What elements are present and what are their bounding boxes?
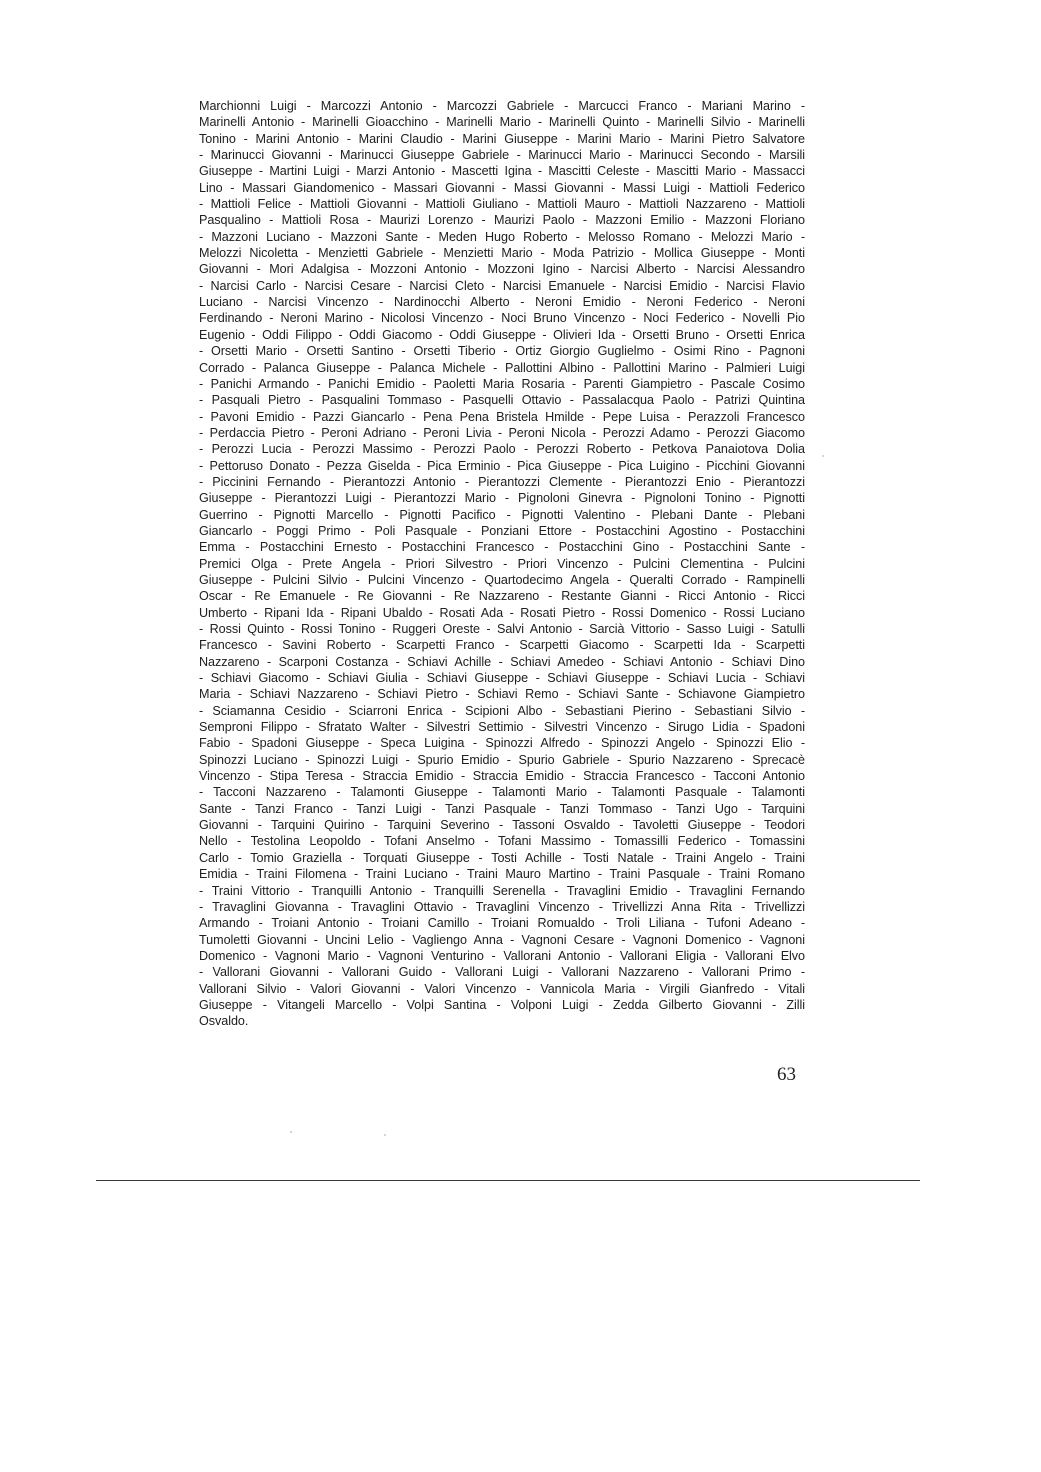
scan-speck: [822, 455, 824, 457]
text-line: - Mattioli Felice - Mattioli Giovanni - Mattioli Giuliano - Mattioli Mauro - Mattioli Nazzareno - Mattioli: [199, 197, 805, 212]
text-line: Maria - Schiavi Nazzareno - Schiavi Pietro - Schiavi Remo - Schiavi Sante - Schiavone Giampietro: [199, 687, 805, 702]
text-line: - Schiavi Giacomo - Schiavi Giulia - Schiavi Giuseppe - Schiavi Giuseppe - Schiavi Lucia - Schiavi: [199, 671, 805, 686]
text-line: Guerrino - Pignotti Marcello - Pignotti Pacifico - Pignotti Valentino - Plebani Dante - Plebani: [199, 507, 805, 522]
text-line: Giuseppe - Martini Luigi - Marzi Antonio - Mascetti Igina - Mascitti Celeste - Mascitti Mario - Massacci: [199, 164, 805, 179]
text-line: Ferdinando - Neroni Marino - Nicolosi Vincenzo - Noci Bruno Vincenzo - Noci Federico - Novelli Pio: [199, 311, 805, 326]
text-line: - Narcisi Carlo - Narcisi Cesare - Narcisi Cleto - Narcisi Emanuele - Narcisi Emidio - Narcisi Flavio: [199, 278, 805, 293]
text-line: Giancarlo - Poggi Primo - Poli Pasquale - Ponziani Ettore - Postacchini Agostino - Postacchini: [199, 523, 805, 538]
name-list-paragraph: [199, 98, 805, 1030]
text-line: - Tacconi Nazzareno - Talamonti Giuseppe - Talamonti Mario - Talamonti Pasquale - Talamonti: [199, 785, 805, 800]
text-line: - Rossi Quinto - Rossi Tonino - Ruggeri Oreste - Salvi Antonio - Sarcià Vittorio - Sasso Luigi - Satulli: [199, 622, 805, 636]
text-line: Vallorani Silvio - Valori Giovanni - Valori Vincenzo - Vannicola Maria - Virgili Gianfredo - Vitali: [199, 981, 805, 996]
text-line: Eugenio - Oddi Filippo - Oddi Giacomo - Oddi Giuseppe - Olivieri Ida - Orsetti Bruno - Orsetti Enrica: [199, 327, 805, 342]
text-line: - Perdaccia Pietro - Peroni Adriano - Peroni Livia - Peroni Nicola - Perozzi Adamo - Perozzi Giacomo: [199, 425, 805, 440]
scan-speck: [290, 1131, 292, 1133]
text-line: Armando - Troiani Antonio - Troiani Camillo - Troiani Romualdo - Troli Liliana - Tufoni Adeano -: [199, 916, 805, 931]
text-line: Umberto - Ripani Ida - Ripani Ubaldo - Rosati Ada - Rosati Pietro - Rossi Domenico - Rossi Luciano: [199, 605, 805, 620]
text-line: Giovanni - Mori Adalgisa - Mozzoni Antonio - Mozzoni Igino - Narcisi Alberto - Narcisi Alessandro: [199, 262, 805, 277]
text-line: Vincenzo - Stipa Teresa - Straccia Emidio - Straccia Emidio - Straccia Francesco - Tacconi Antonio: [199, 769, 805, 784]
text-line: - Pettoruso Donato - Pezza Giselda - Pica Erminio - Pica Giuseppe - Pica Luigino - Picchini Giovanni: [199, 458, 805, 473]
text-line: Marinelli Antonio - Marinelli Gioacchino - Marinelli Mario - Marinelli Quinto - Marinelli Silvio - Marinelli: [199, 115, 805, 130]
text-line: - Sciamanna Cesidio - Sciarroni Enrica - Scipioni Albo - Sebastiani Pierino - Sebastiani Silvio -: [199, 703, 805, 718]
text-line: Luciano - Narcisi Vincenzo - Nardinocchi Alberto - Neroni Emidio - Neroni Federico - Neroni: [199, 295, 805, 310]
text-line: - Orsetti Mario - Orsetti Santino - Orsetti Tiberio - Ortiz Giorgio Guglielmo - Osimi Rino - Pagnoni: [199, 344, 805, 359]
text-line: Emma - Postacchini Ernesto - Postacchini Francesco - Postacchini Gino - Postacchini Sante -: [199, 540, 805, 555]
text-line: Domenico - Vagnoni Mario - Vagnoni Venturino - Vallorani Antonio - Vallorani Eligia - Vallorani Elvo: [199, 948, 805, 963]
text-line: Carlo - Tomio Graziella - Torquati Giuseppe - Tosti Achille - Tosti Natale - Traini Angelo - Traini: [199, 850, 805, 865]
text-line: Nazzareno - Scarponi Costanza - Schiavi Achille - Schiavi Amedeo - Schiavi Antonio - Schiavi Dino: [199, 654, 805, 669]
text-line: Osvaldo.: [199, 1014, 249, 1029]
text-line: Spinozzi Luciano - Spinozzi Luigi - Spurio Emidio - Spurio Gabriele - Spurio Nazzareno - Sprecacè: [199, 752, 805, 767]
text-line: Emidia - Traini Filomena - Traini Luciano - Traini Mauro Martino - Traini Pasquale - Traini Romano: [199, 867, 805, 882]
text-line: Francesco - Savini Roberto - Scarpetti Franco - Scarpetti Giacomo - Scarpetti Ida - Scarpetti: [199, 638, 805, 653]
text-line: Fabio - Spadoni Giuseppe - Speca Luigina - Spinozzi Alfredo - Spinozzi Angelo - Spinozzi Elio -: [199, 736, 805, 751]
text-line: - Marinucci Giovanni - Marinucci Giuseppe Gabriele - Marinucci Mario - Marinucci Secondo - Marsili: [199, 148, 805, 163]
text-line: Premici Olga - Prete Angela - Priori Silvestro - Priori Vincenzo - Pulcini Clementina - Pulcini: [199, 556, 805, 571]
text-line: Pasqualino - Mattioli Rosa - Maurizi Lorenzo - Maurizi Paolo - Mazzoni Emilio - Mazzoni Floriano: [199, 213, 805, 228]
text-line: Semproni Filippo - Sfratato Walter - Silvestri Settimio - Silvestri Vincenzo - Sirugo Lidia - Spadoni: [199, 720, 805, 735]
text-line: Lino - Massari Giandomenico - Massari Giovanni - Massi Giovanni - Massi Luigi - Mattioli Federico: [199, 180, 805, 195]
text-line: Tonino - Marini Antonio - Marini Claudio - Marini Giuseppe - Marini Mario - Marini Pietro Salvatore: [199, 131, 805, 146]
scan-speck: [384, 1134, 386, 1136]
page-number: 63: [777, 1064, 796, 1085]
text-line: Giuseppe - Vitangeli Marcello - Volpi Santina - Volponi Luigi - Zedda Gilberto Giovanni - Zilli: [199, 997, 805, 1012]
text-line: - Piccinini Fernando - Pierantozzi Antonio - Pierantozzi Clemente - Pierantozzi Enio - Pierantozzi: [199, 474, 805, 489]
text-line: - Traini Vittorio - Tranquilli Antonio - Tranquilli Serenella - Travaglini Emidio - Travaglini Fernando: [199, 883, 805, 898]
footer-rule: [96, 1180, 920, 1181]
text-line: - Mazzoni Luciano - Mazzoni Sante - Meden Hugo Roberto - Melosso Romano - Melozzi Mario -: [199, 229, 805, 244]
text-line: Corrado - Palanca Giuseppe - Palanca Michele - Pallottini Albino - Pallottini Marino - Palmieri Luigi: [199, 360, 805, 375]
text-line: Marchionni Luigi - Marcozzi Antonio - Marcozzi Gabriele - Marcucci Franco - Mariani Marino -: [199, 99, 805, 113]
text-line: Sante - Tanzi Franco - Tanzi Luigi - Tanzi Pasquale - Tanzi Tommaso - Tanzi Ugo - Tarquini: [199, 801, 805, 816]
text-line: Oscar - Re Emanuele - Re Giovanni - Re Nazzareno - Restante Gianni - Ricci Antonio - Ricci: [199, 589, 805, 604]
text-line: Giuseppe - Pulcini Silvio - Pulcini Vincenzo - Quartodecimo Angela - Queralti Corrado - Rampinelli: [199, 572, 805, 587]
text-line: Tumoletti Giovanni - Uncini Lelio - Vagliengo Anna - Vagnoni Cesare - Vagnoni Domenico - Vagnoni: [199, 932, 805, 947]
text-line: Giovanni - Tarquini Quirino - Tarquini Severino - Tassoni Osvaldo - Tavoletti Giuseppe - Teodori: [199, 818, 805, 833]
text-line: - Perozzi Lucia - Perozzi Massimo - Perozzi Paolo - Perozzi Roberto - Petkova Panaiotova Dolia: [199, 442, 805, 457]
text-line: - Travaglini Giovanna - Travaglini Ottavio - Travaglini Vincenzo - Trivellizzi Anna Rita - Trivellizzi: [199, 899, 805, 914]
text-line: - Pasquali Pietro - Pasqualini Tommaso - Pasquelli Ottavio - Passalacqua Paolo - Patrizi Quintina: [199, 393, 805, 408]
text-line: - Vallorani Giovanni - Vallorani Guido - Vallorani Luigi - Vallorani Nazzareno - Vallorani Primo -: [199, 965, 805, 980]
text-line: Melozzi Nicoletta - Menzietti Gabriele - Menzietti Mario - Moda Patrizio - Mollica Giuseppe - Monti: [199, 246, 805, 261]
text-line: - Panichi Armando - Panichi Emidio - Paoletti Maria Rosaria - Parenti Giampietro - Pascale Cosimo: [199, 376, 805, 391]
text-line: Nello - Testolina Leopoldo - Tofani Anselmo - Tofani Massimo - Tomassilli Federico - Tomassini: [199, 834, 805, 849]
text-line: - Pavoni Emidio - Pazzi Giancarlo - Pena Pena Bristela Hmilde - Pepe Luisa - Perazzoli Francesco: [199, 409, 805, 424]
text-line: Giuseppe - Pierantozzi Luigi - Pierantozzi Mario - Pignoloni Ginevra - Pignoloni Tonino - Pignotti: [199, 491, 805, 506]
